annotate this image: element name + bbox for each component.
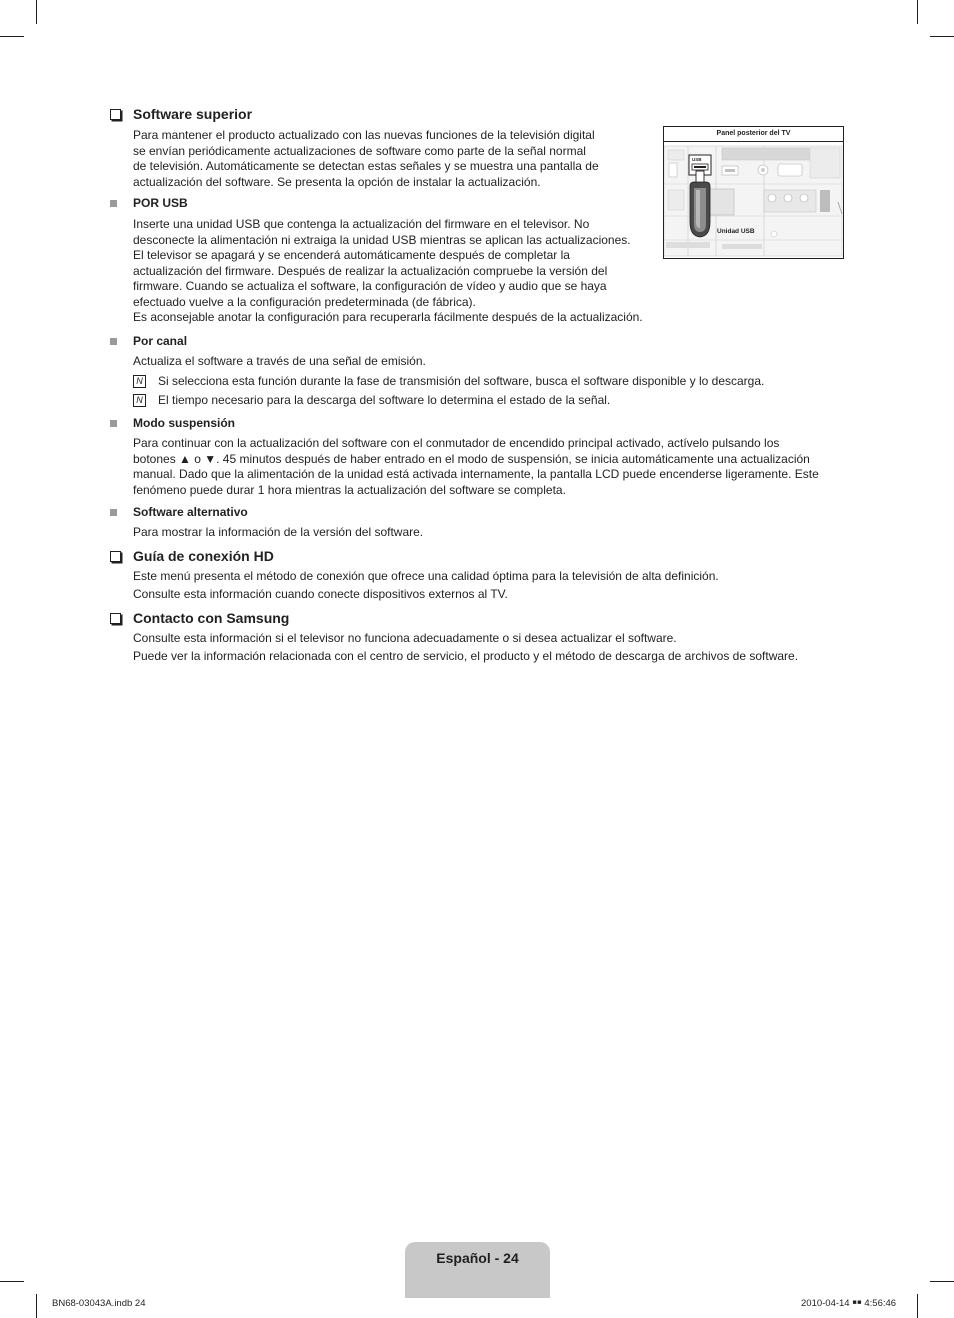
note-text: Si selecciona esta función durante la fase de transmisión del software, busca el software disponible y lo descarga. (158, 374, 765, 388)
text-line: desconecte la alimentación ni extraiga la unidad USB mientras se aplican las actualizaciones. (133, 232, 631, 247)
section-title: Guía de conexión HD (133, 548, 274, 564)
text-line: botones ▲ o ▼. 45 minutos después de haber entrado en el modo de suspensión, se inicia automáticamente una actualización (133, 451, 810, 466)
text-line: fenómeno puede durar 1 hora mientras la actualización del software se completa. (133, 482, 566, 497)
checkbox-icon (110, 613, 121, 624)
subsection-title: Software alternativo (133, 505, 248, 519)
crop-mark (0, 1281, 24, 1282)
text-line: Para mantener el producto actualizado con las nuevas funciones de la televisión digital (133, 128, 595, 142)
page-number: Español - 24 (436, 1250, 519, 1266)
text-line: Este menú presenta el método de conexión que ofrece una calidad óptima para la televisión de alta definición. (133, 569, 719, 583)
text-line: actualización del software. Se presenta la opción de instalar la actualización. (133, 174, 541, 189)
intro-paragraph (133, 128, 599, 190)
crop-mark (36, 0, 37, 24)
contacto-paragraph (133, 631, 798, 664)
tv-rear-panel-figure (663, 126, 844, 259)
subsection-title: POR USB (133, 196, 188, 210)
text-line: firmware. Cuando se actualiza el software, la configuración de vídeo y audio que se haya (133, 279, 607, 293)
subsection-title: Modo suspensión (133, 416, 235, 430)
text-line: de televisión. Automáticamente se detectan estas señales y se muestra una pantalla de (133, 159, 599, 173)
text-line: Consulte esta información cuando conecte dispositivos externos al TV. (133, 586, 508, 601)
crop-mark (0, 36, 24, 37)
crop-mark (930, 1281, 954, 1282)
modo-suspension-paragraph (133, 436, 819, 498)
guia-conexion-paragraph (133, 569, 719, 602)
note-icon: N (133, 394, 146, 407)
text-line: manual. Dado que la alimentación de la unidad está activada internamente, la pantalla LCD puede encenderse ligeramente. Este (133, 467, 819, 481)
bullet-square-icon (110, 509, 117, 516)
subsection-software-alternativo (110, 505, 248, 519)
por-usb-paragraph (133, 217, 643, 326)
crop-mark (917, 1294, 918, 1318)
text-line: Para continuar con la actualización del software con el conmutador de encendido principal activado, actívelo pulsando los (133, 436, 780, 450)
text-line: Puede ver la información relacionada con el centro de servicio, el producto y el método de descarga de archivos de software. (133, 648, 799, 663)
crop-mark (36, 1294, 37, 1318)
usb-port-label: USB (692, 157, 702, 162)
text-line: efectuado vuelve a la configuración predeterminada (de fábrica). (133, 294, 476, 309)
note-text: El tiempo necesario para la descarga del software lo determina el estado de la señal. (158, 393, 611, 407)
bullet-square-icon (110, 420, 117, 427)
print-timestamp: 2010-04-14 ￭￭ 4:56:46 (801, 1298, 897, 1309)
subsection-por-usb (110, 196, 188, 210)
section-title: Software superior (133, 106, 253, 122)
note-item (133, 393, 610, 408)
checkbox-icon (110, 109, 121, 120)
subsection-title: Por canal (133, 334, 188, 348)
section-title: Contacto con Samsung (133, 610, 290, 626)
subsection-modo-suspension (110, 416, 235, 430)
text-line: Consulte esta información si el televisor no funciona adecuadamente o si desea actualizar el software. (133, 631, 677, 645)
note-icon: N (133, 375, 146, 388)
file-name: BN68-03043A.indb 24 (52, 1298, 146, 1309)
software-alternativo-text: Para mostrar la información de la versión del software. (133, 525, 424, 539)
section-contacto-samsung (110, 610, 289, 626)
checkbox-icon (110, 551, 121, 562)
text-line: El televisor se apagará y se encenderá automáticamente después de completar la (133, 248, 570, 262)
text-line: Inserte una unidad USB que contenga la actualización del firmware en el televisor. No (133, 217, 590, 231)
tv-rear-panel-illustration (664, 142, 843, 259)
text-line: se envían periódicamente actualizaciones de software como parte de la señal normal (133, 143, 586, 158)
subsection-por-canal (110, 334, 187, 348)
crop-mark (917, 0, 918, 24)
section-software-superior (110, 106, 252, 122)
por-canal-text: Actualiza el software a través de una señal de emisión. (133, 354, 426, 368)
bullet-square-icon (110, 338, 117, 345)
bullet-square-icon (110, 200, 117, 207)
text-line: actualización del firmware. Después de realizar la actualización compruebe la versión del (133, 263, 608, 278)
crop-mark (930, 36, 954, 37)
note-item (133, 374, 764, 389)
text-line: Es aconsejable anotar la configuración para recuperarla fácilmente después de la actualización. (133, 310, 643, 324)
usb-drive-label: Unidad USB (717, 228, 755, 235)
section-guia-conexion-hd (110, 548, 274, 564)
figure-caption: Panel posterior del TV (664, 127, 843, 142)
